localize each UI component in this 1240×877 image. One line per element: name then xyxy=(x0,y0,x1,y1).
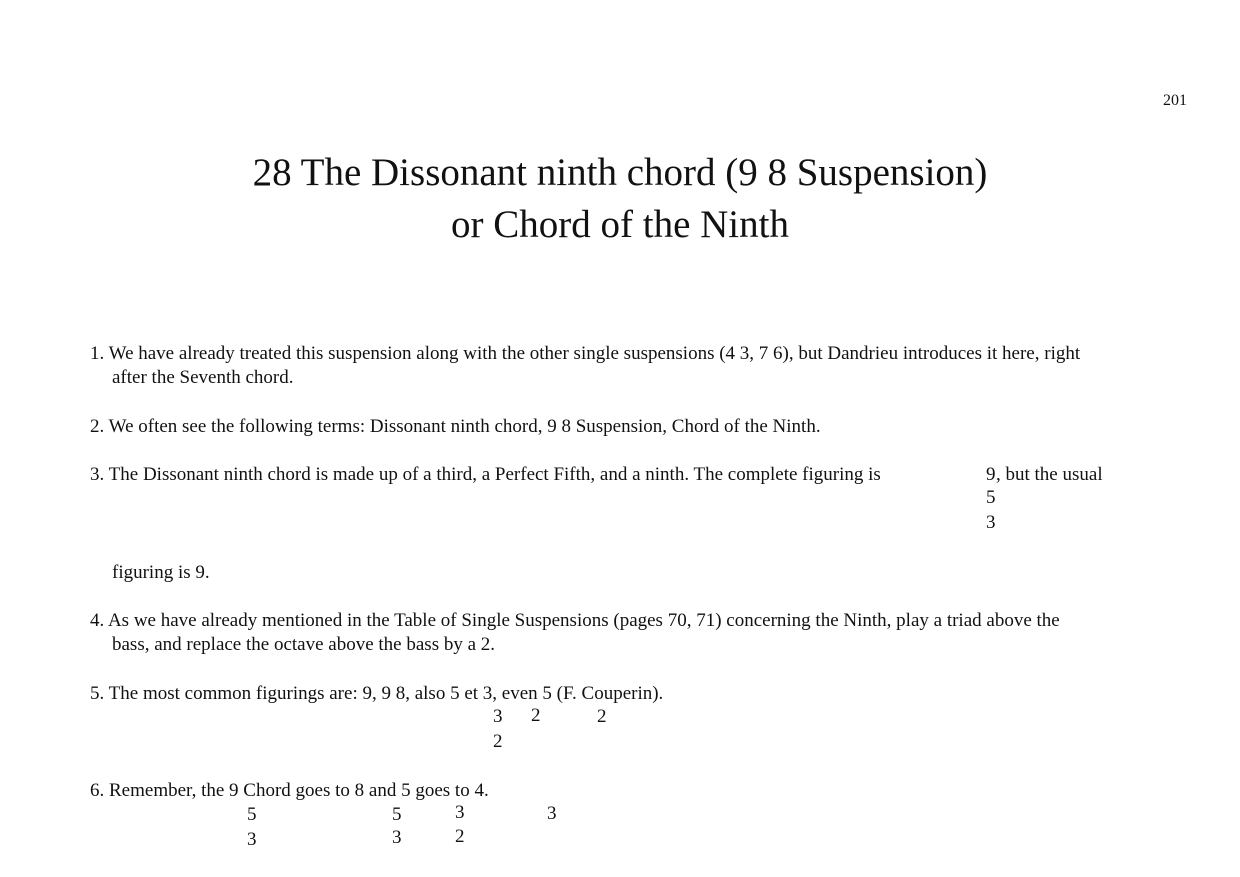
item-4-line-1: 4. As we have already mentioned in the Table of Single Suspensions (pages 70, 71) concerning the Ninth, play a triad above the xyxy=(90,610,1060,631)
item-5-figure-b: 2 xyxy=(531,705,541,726)
item-5-figure-c: 2 xyxy=(597,706,607,727)
item-6-figure-3-middle: 3 xyxy=(455,802,465,823)
chapter-title-line-1: 28 The Dissonant ninth chord (9 8 Suspension) xyxy=(252,151,988,194)
item-6-line-1: 6. Remember, the 9 Chord goes to 8 and 5 goes to 4. xyxy=(90,780,489,801)
item-3-line-1: 3. The Dissonant ninth chord is made up of a third, a Perfect Fifth, and a ninth. The complete figuring is xyxy=(90,464,881,485)
item-6-figure-1-middle: 5 xyxy=(247,804,257,825)
item-4-line-2: bass, and replace the octave above the bass by a 2. xyxy=(112,634,496,655)
item-3-figure-bottom: 3 xyxy=(986,512,996,533)
item-5-figure-a-bottom: 2 xyxy=(493,731,503,752)
item-6-figure-3-bottom: 2 xyxy=(455,826,465,847)
item-3-line-1-tail: , but the usual xyxy=(996,464,1103,485)
item-6-figure-2-middle: 5 xyxy=(392,804,402,825)
item-5-figure-a-middle: 3 xyxy=(493,706,503,727)
item-6-figure-1-bottom: 3 xyxy=(247,829,257,850)
item-3-line-2: figuring is 9. xyxy=(112,562,210,583)
item-6-figure-4-middle: 3 xyxy=(547,803,557,824)
page-number: 201 xyxy=(1163,92,1187,109)
item-3-figure-middle: 5 xyxy=(986,487,996,508)
item-6-figure-2-bottom: 3 xyxy=(392,827,402,848)
chapter-title-line-2: or Chord of the Ninth xyxy=(451,203,789,246)
item-1-line-2: after the Seventh chord. xyxy=(112,367,294,388)
item-2-line-1: 2. We often see the following terms: Dissonant ninth chord, 9 8 Suspension, Chord of the Ninth. xyxy=(90,416,821,437)
item-5-line-1: 5. The most common figurings are: 9, 9 8, also 5 et 3, even 5 (F. Couperin). xyxy=(90,683,664,704)
item-3-figure-top: 9 xyxy=(986,464,996,485)
item-1-line-1: 1. We have already treated this suspension along with the other single suspensions (4 3, 7 6), but Dandrieu introduces it here, right xyxy=(90,343,1081,364)
